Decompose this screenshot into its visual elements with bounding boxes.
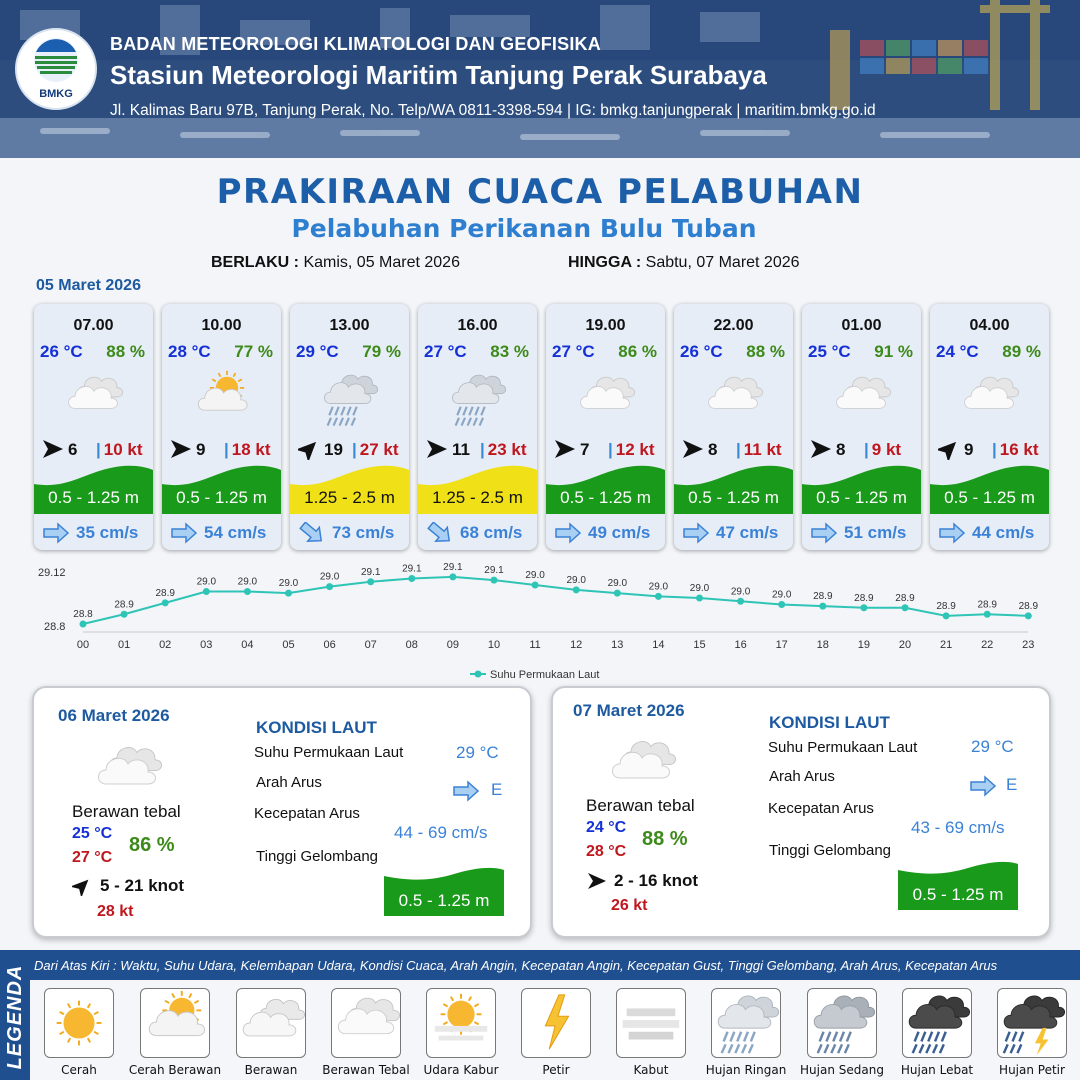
- x-tick-label: 12: [570, 639, 583, 651]
- current-speed: 49 cm/s: [588, 523, 651, 542]
- sst-data-label: 29.0: [648, 581, 669, 593]
- cerah-berawan-icon: [141, 989, 209, 1057]
- sst-data-label: 28.9: [854, 592, 874, 604]
- forecast-card: [290, 304, 409, 550]
- day-panel-1: [32, 686, 532, 938]
- sst-data-label: 29.1: [360, 566, 381, 578]
- condition-text: Berawan tebal: [586, 796, 695, 815]
- humidity: 91 %: [874, 342, 913, 361]
- current-direction-value: E: [491, 780, 503, 799]
- cerah-berawan-legend-icon: [140, 988, 210, 1058]
- wind-direction-icon: [554, 438, 576, 460]
- temp-max: 28 °C: [586, 843, 627, 860]
- station-name: Stasiun Meteorologi Maritim Tanjung Perak Surabaya: [110, 60, 767, 90]
- x-tick-label: 01: [117, 639, 131, 651]
- forecast-time: 19.00: [585, 317, 626, 334]
- legend-item-label: Hujan Sedang: [800, 1063, 884, 1077]
- air-temperature: 27 °C: [424, 342, 467, 361]
- sst-data-point: [408, 575, 415, 582]
- forecast-card: [418, 304, 537, 550]
- wind-speed: 8: [836, 440, 846, 459]
- sst-data-point: [244, 588, 251, 595]
- current-direction-icon: [554, 522, 582, 544]
- x-tick-label: 04: [241, 639, 254, 651]
- current-speed-label: Kecepatan Arus: [254, 805, 360, 822]
- sst-chart: [0, 560, 1080, 685]
- wave-height: 0.5 - 1.25 m: [560, 488, 651, 507]
- day-panel-2: [551, 686, 1051, 938]
- current-speed-value: 44 - 69 cm/s: [394, 823, 488, 842]
- current-direction-icon: [170, 522, 198, 544]
- sst-data-label: 29.1: [443, 561, 463, 573]
- sst-data-point: [943, 612, 950, 619]
- forecast-time: 13.00: [329, 317, 370, 334]
- legend-item-label: Hujan Lebat: [900, 1063, 974, 1077]
- current-direction-value: E: [1006, 775, 1018, 794]
- kabut-legend-icon: [616, 988, 686, 1058]
- sea-condition-heading: KONDISI LAUT: [256, 718, 377, 737]
- wind-direction-icon: [938, 438, 960, 460]
- cerah-legend-icon: [44, 988, 114, 1058]
- x-tick-label: 07: [364, 639, 377, 651]
- sst-data-label: 28.8: [73, 609, 93, 620]
- x-tick-label: 16: [734, 639, 747, 651]
- wind-speed-range: 5 - 21 knot: [100, 876, 185, 895]
- cerah-icon: [45, 989, 113, 1057]
- separator-bar: |: [352, 440, 357, 459]
- valid-to-label: HINGGA :: [568, 254, 642, 271]
- wind-row: [418, 438, 537, 460]
- kabut-icon: [617, 989, 685, 1057]
- petir-icon: [522, 989, 590, 1057]
- sst-data-label: 28.9: [114, 599, 134, 611]
- current-arrow-icon: [969, 775, 999, 797]
- berawan-tebal-icon: [944, 369, 1034, 429]
- x-tick-label: 18: [816, 639, 829, 651]
- current-speed: 35 cm/s: [76, 523, 139, 542]
- gust-speed: 12 kt: [615, 440, 655, 459]
- berawan-tebal-icon: [48, 369, 138, 429]
- hujan-lebat-icon: [903, 989, 971, 1057]
- current-speed: 47 cm/s: [716, 523, 779, 542]
- x-tick-label: 20: [898, 639, 912, 651]
- gust-value: 26 kt: [611, 897, 648, 914]
- sst-data-label: 29.0: [237, 576, 258, 588]
- sst-data-label: 29.0: [689, 583, 710, 594]
- legend-description: Dari Atas Kiri : Waktu, Suhu Udara, Kelembapan Udara, Kondisi Cuaca, Arah Angin, Kecepatan Angin, Kecepatan Gust, Tinggi Gelombang, Arah Arus, Kecepatan Arus: [34, 958, 998, 973]
- current-row: [418, 520, 537, 546]
- sst-data-point: [614, 590, 621, 597]
- current-speed-label: Kecepatan Arus: [768, 800, 874, 817]
- hujan-petir-icon: [998, 989, 1066, 1057]
- air-temperature: 29 °C: [296, 342, 339, 361]
- udara-kabur-legend-icon: [426, 988, 496, 1058]
- header-banner: [0, 0, 1080, 158]
- forecast-card: [802, 304, 921, 550]
- sst-data-point: [162, 599, 169, 606]
- gust-speed-wrap: [992, 440, 1039, 460]
- hujan-sedang-legend-icon: [807, 988, 877, 1058]
- current-speed: 51 cm/s: [844, 523, 907, 542]
- day1-date: 05 Maret 2026: [36, 277, 141, 294]
- valid-from-value: Kamis, 05 Maret 2026: [303, 254, 460, 271]
- gust-speed: 18 kt: [231, 440, 271, 459]
- valid-to: [568, 254, 800, 272]
- temp-max: 27 °C: [72, 849, 113, 866]
- x-tick-label: 08: [405, 639, 418, 651]
- forecast-card: [34, 304, 153, 550]
- x-tick-label: 02: [159, 639, 172, 651]
- sst-data-point: [655, 593, 662, 600]
- hujan-petir-legend-icon: [997, 988, 1067, 1058]
- gust-speed-wrap: [864, 440, 901, 460]
- wind-speed: 6: [68, 440, 78, 459]
- x-tick-label: 00: [76, 639, 90, 651]
- separator-bar: |: [864, 440, 869, 459]
- humidity-value: 86 %: [129, 834, 175, 856]
- current-speed: 68 cm/s: [460, 523, 523, 542]
- sst-data-point: [1025, 612, 1032, 619]
- wind-speed: 7: [580, 440, 590, 459]
- gust-speed-wrap: [480, 440, 527, 460]
- forecast-card: [930, 304, 1049, 550]
- sst-data-point: [326, 583, 333, 590]
- wind-row: [802, 438, 921, 460]
- gust-speed: 9 kt: [871, 440, 902, 459]
- sst-data-point: [696, 595, 703, 602]
- cerah-berawan-icon: [176, 369, 266, 429]
- current-direction-icon: [42, 522, 70, 544]
- sst-data-point: [449, 573, 456, 580]
- air-temperature: 26 °C: [680, 342, 723, 361]
- wind-direction-icon: [587, 871, 607, 891]
- wind-direction-icon: [426, 438, 448, 460]
- legend-label: Suhu Permukaan Laut: [490, 669, 600, 681]
- sst-data-label: 29.0: [730, 586, 751, 598]
- y-tick-label: 28.8: [44, 621, 66, 633]
- humidity: 86 %: [618, 342, 657, 361]
- wave-height: 0.5 - 1.25 m: [944, 488, 1035, 507]
- humidity: 83 %: [490, 342, 529, 361]
- sst-data-point: [902, 604, 909, 611]
- sst-label: Suhu Permukaan Laut: [768, 739, 918, 756]
- temp-min: 25 °C: [72, 825, 113, 842]
- sst-data-point: [860, 604, 867, 611]
- legend-item-label: Hujan Petir: [999, 1063, 1065, 1077]
- hujan-lebat-legend-icon: [902, 988, 972, 1058]
- bmkg-logo: [15, 28, 97, 110]
- current-speed-value: 43 - 69 cm/s: [911, 818, 1005, 837]
- hujan-ringan-icon: [432, 369, 522, 429]
- x-tick-label: 19: [857, 639, 871, 651]
- logo-text: BMKG: [39, 88, 73, 100]
- forecast-time: 07.00: [73, 317, 114, 334]
- sst-data-label: 28.9: [155, 587, 175, 599]
- current-row: [802, 520, 921, 546]
- forecast-card: [546, 304, 665, 550]
- valid-from: [211, 254, 460, 272]
- sst-data-label: 28.9: [936, 600, 956, 612]
- valid-to-value: Sabtu, 07 Maret 2026: [645, 254, 800, 271]
- legend-item-label: Cerah Berawan: [128, 1063, 222, 1077]
- x-tick-label: 15: [693, 639, 706, 651]
- sst-data-point: [203, 588, 210, 595]
- sst-data-label: 29.0: [196, 576, 217, 588]
- sst-data-point: [819, 603, 826, 610]
- current-row: [930, 520, 1049, 546]
- current-speed: 44 cm/s: [972, 523, 1035, 542]
- berawan-tebal-legend-icon: [331, 988, 401, 1058]
- day-panel-date: 06 Maret 2026: [58, 706, 170, 725]
- forecast-time: 16.00: [457, 317, 498, 334]
- sst-data-label: 29.0: [525, 570, 545, 581]
- x-tick-label: 23: [1022, 639, 1035, 651]
- sst-data-label: 28.9: [813, 591, 833, 603]
- wind-direction-icon: [170, 438, 192, 460]
- current-row: [674, 520, 793, 546]
- cloud-icon: [606, 732, 676, 782]
- current-direction-icon: [682, 522, 710, 544]
- legend-item-label: Berawan Tebal: [322, 1063, 410, 1077]
- wind-row: [34, 438, 153, 460]
- wave-height-label: Tinggi Gelombang: [769, 842, 892, 859]
- wave-height: 0.5 - 1.25 m: [176, 488, 267, 507]
- wave-height: 0.5 - 1.25 m: [48, 488, 139, 507]
- sst-data-point: [285, 590, 292, 597]
- wind-speed: 9: [964, 440, 974, 459]
- berawan-tebal-icon: [332, 989, 400, 1057]
- x-tick-label: 17: [775, 639, 788, 651]
- humidity: 88 %: [106, 342, 145, 361]
- sst-data-point: [121, 611, 128, 618]
- air-temperature: 27 °C: [552, 342, 595, 361]
- wave-height-value: 0.5 - 1.25 m: [398, 891, 490, 910]
- forecast-time: 01.00: [841, 317, 882, 334]
- sst-data-point: [737, 598, 744, 605]
- x-tick-label: 21: [939, 639, 953, 651]
- current-direction-icon: [298, 522, 326, 544]
- sst-data-point: [367, 578, 374, 585]
- forecast-time: 04.00: [969, 317, 1010, 334]
- separator-bar: |: [736, 440, 741, 459]
- sst-data-label: 29.0: [771, 589, 792, 601]
- sst-data-point: [573, 586, 580, 593]
- wind-row: [930, 438, 1049, 460]
- x-tick-label: 13: [611, 639, 624, 651]
- hujan-ringan-icon: [712, 989, 780, 1057]
- separator-bar: |: [992, 440, 997, 459]
- valid-from-label: BERLAKU :: [211, 254, 299, 271]
- current-direction-icon: [810, 522, 838, 544]
- current-direction-icon: [938, 522, 966, 544]
- sst-value: 29 °C: [971, 737, 1014, 756]
- wind-row: [674, 438, 793, 460]
- berawan-icon: [237, 989, 305, 1057]
- sst-data-label: 28.9: [1018, 600, 1039, 612]
- x-tick-label: 06: [323, 639, 336, 651]
- sst-data-label: 29.1: [484, 565, 504, 577]
- day-panel-date: 07 Maret 2026: [573, 701, 685, 720]
- current-speed: 73 cm/s: [332, 523, 395, 542]
- legend-item-label: Petir: [542, 1063, 570, 1077]
- humidity: 89 %: [1002, 342, 1041, 361]
- wind-row: [290, 438, 409, 460]
- wind-speed-range: 2 - 16 knot: [614, 871, 699, 890]
- condition-text: Berawan tebal: [72, 802, 181, 821]
- sst-data-label: 29.0: [607, 578, 628, 590]
- wave-height-value: 0.5 - 1.25 m: [912, 885, 1004, 904]
- current-arrow-icon: [452, 780, 482, 802]
- air-temperature: 24 °C: [936, 342, 979, 361]
- sst-data-label: 29.1: [402, 563, 422, 575]
- separator-bar: |: [480, 440, 485, 459]
- humidity: 79 %: [362, 342, 401, 361]
- udara-kabur-icon: [427, 989, 495, 1057]
- current-row: [34, 520, 153, 546]
- gust-speed-wrap: [736, 440, 782, 460]
- forecast-time: 10.00: [201, 317, 242, 334]
- sst-data-label: 29.0: [319, 571, 340, 583]
- sst-data-label: 29.0: [566, 574, 586, 586]
- sea-condition-heading: KONDISI LAUT: [769, 713, 890, 732]
- separator-bar: |: [96, 440, 101, 459]
- humidity-value: 88 %: [642, 828, 688, 850]
- current-row: [290, 520, 409, 546]
- wave-height: 1.25 - 2.5 m: [432, 488, 523, 507]
- separator-bar: |: [608, 440, 613, 459]
- berawan-tebal-icon: [560, 369, 650, 429]
- legend-item-label: Udara Kabur: [423, 1063, 499, 1077]
- x-tick-label: 03: [200, 639, 213, 651]
- forecast-time: 22.00: [713, 317, 754, 334]
- wind-speed: 19: [324, 440, 343, 459]
- agency-name: BADAN METEOROLOGI KLIMATOLOGI DAN GEOFISIKA: [110, 34, 601, 54]
- x-tick-label: 11: [529, 639, 541, 651]
- wind-row: [546, 438, 665, 460]
- gust-speed: 16 kt: [999, 440, 1039, 459]
- petir-legend-icon: [521, 988, 591, 1058]
- wind-direction-icon: [72, 876, 92, 896]
- sst-value: 29 °C: [456, 743, 499, 762]
- sst-data-point: [532, 582, 539, 589]
- wave-height: 0.5 - 1.25 m: [688, 488, 779, 507]
- hujan-ringan-legend-icon: [711, 988, 781, 1058]
- wind-direction-icon: [810, 438, 832, 460]
- legend-marker: [475, 671, 482, 678]
- page-subtitle: Pelabuhan Perikanan Bulu Tuban: [291, 214, 757, 243]
- legend-item-label: Kabut: [633, 1063, 669, 1077]
- gust-speed: 10 kt: [103, 440, 143, 459]
- air-temperature: 28 °C: [168, 342, 211, 361]
- x-tick-label: 09: [446, 639, 460, 651]
- legend-item-label: Hujan Ringan: [705, 1063, 787, 1077]
- gust-speed: 27 kt: [359, 440, 399, 459]
- current-direction-label: Arah Arus: [256, 774, 322, 791]
- bmkg-logo-mark: [17, 30, 95, 86]
- forecast-card: [674, 304, 793, 550]
- current-direction-icon: [426, 522, 454, 544]
- gust-speed: 23 kt: [487, 440, 527, 459]
- sst-data-point: [778, 601, 785, 608]
- wind-speed: 9: [196, 440, 206, 459]
- berawan-legend-icon: [236, 988, 306, 1058]
- gust-speed-wrap: [608, 440, 655, 460]
- wind-direction-icon: [682, 438, 704, 460]
- wind-direction-icon: [42, 438, 64, 460]
- gust-speed-wrap: [224, 440, 271, 460]
- hujan-sedang-icon: [808, 989, 876, 1057]
- page-title: PRAKIRAAN CUACA PELABUHAN: [216, 172, 864, 212]
- legend-item-label: Cerah: [61, 1063, 97, 1077]
- sst-data-point: [491, 577, 498, 584]
- sst-data-point: [80, 621, 87, 628]
- berawan-tebal-icon: [688, 369, 778, 429]
- sst-data-label: 29.0: [278, 578, 299, 590]
- station-address: Jl. Kalimas Baru 97B, Tanjung Perak, No. Telp/WA 0811-3398-594 | IG: bmkg.tanjungperak | maritim.bmkg.go.id: [110, 102, 876, 119]
- air-temperature: 26 °C: [40, 342, 83, 361]
- current-row: [162, 520, 281, 546]
- y-tick-label: 29.12: [38, 567, 66, 579]
- current-row: [546, 520, 665, 546]
- hujan-ringan-icon: [304, 369, 394, 429]
- sst-data-label: 28.9: [895, 592, 915, 604]
- sst-data-point: [984, 611, 991, 618]
- wave-height: 1.25 - 2.5 m: [304, 488, 395, 507]
- wind-speed: 11: [452, 440, 470, 459]
- x-tick-label: 14: [652, 639, 665, 651]
- legend-title: LEGENDA: [4, 964, 26, 1070]
- current-direction-label: Arah Arus: [769, 768, 835, 785]
- gust-speed-wrap: [96, 440, 143, 460]
- wind-direction-icon: [298, 438, 320, 460]
- humidity: 88 %: [746, 342, 785, 361]
- x-tick-label: 10: [487, 639, 501, 651]
- humidity: 77 %: [234, 342, 273, 361]
- temp-min: 24 °C: [586, 819, 627, 836]
- x-tick-label: 05: [282, 639, 295, 651]
- berawan-tebal-icon: [816, 369, 906, 429]
- x-tick-label: 22: [981, 639, 994, 651]
- legend-item-label: Berawan: [244, 1063, 298, 1077]
- sst-data-label: 28.9: [977, 599, 997, 611]
- gust-speed-wrap: [352, 440, 399, 460]
- wind-speed: 8: [708, 440, 718, 459]
- wave-height-label: Tinggi Gelombang: [256, 848, 379, 865]
- gust-speed: 11 kt: [743, 440, 782, 459]
- current-speed: 54 cm/s: [204, 523, 267, 542]
- forecast-card: [162, 304, 281, 550]
- air-temperature: 25 °C: [808, 342, 851, 361]
- wind-row: [162, 438, 281, 460]
- sst-label: Suhu Permukaan Laut: [254, 744, 404, 761]
- wave-height: 0.5 - 1.25 m: [816, 488, 907, 507]
- separator-bar: |: [224, 440, 229, 459]
- cloud-icon: [92, 738, 162, 788]
- gust-value: 28 kt: [97, 903, 134, 920]
